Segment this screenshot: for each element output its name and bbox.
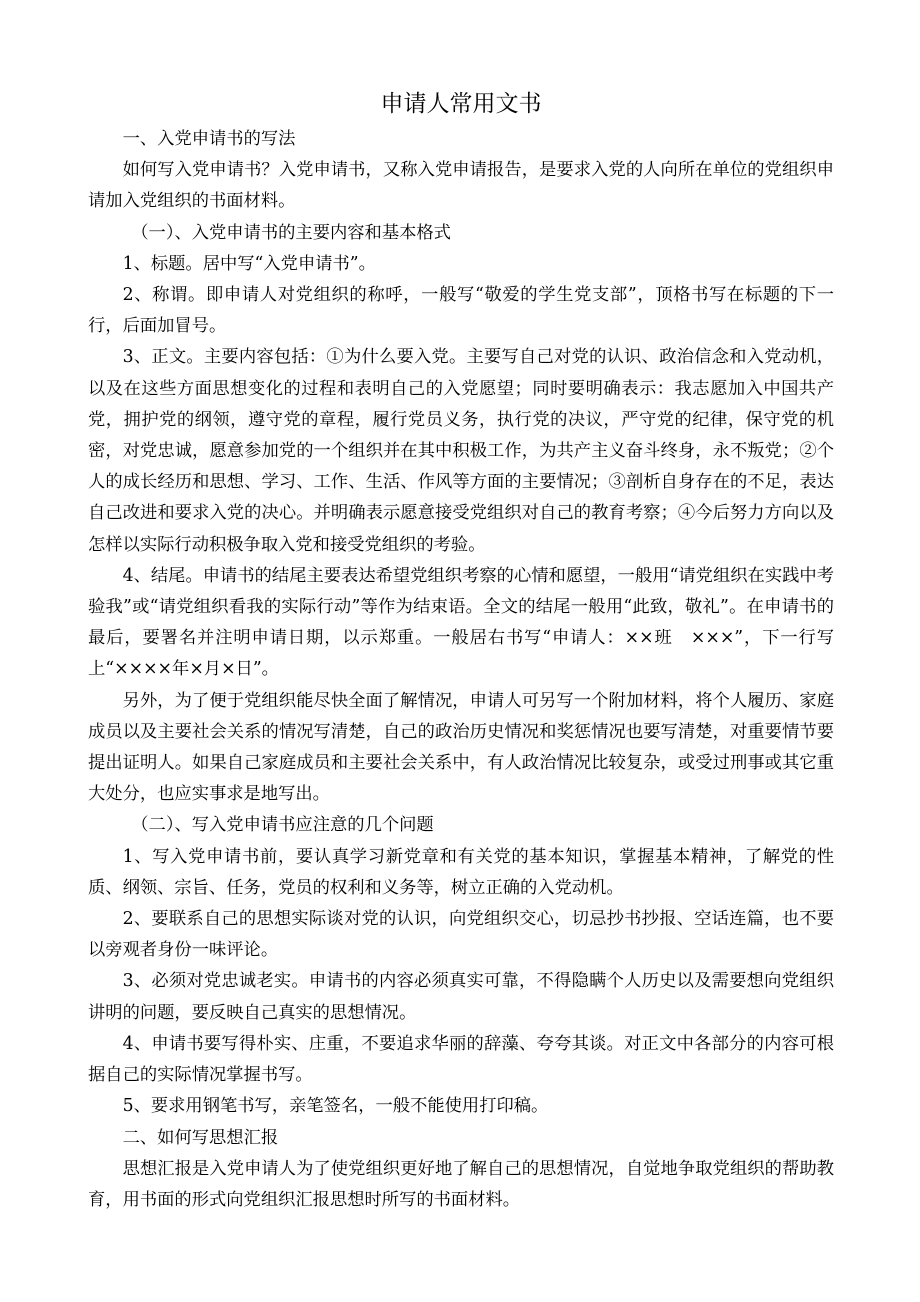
paragraph-thought-report: 思想汇报是入党申请人为了使党组织更好地了解自己的思想情况，自觉地争取党组织的帮助教育，用书面的形式向党组织汇报思想时所写的书面材料。 xyxy=(88,1158,834,1210)
paragraph-note-2: 2、要联系自己的思想实际谈对党的认识，向党组织交心，切忌抄书抄报、空话连篇，也不要以旁观者身份一味评论。 xyxy=(88,909,834,961)
paragraph-note-1: 1、写入党申请书前，要认真学习新党章和有关党的基本知识，掌握基本精神，了解党的性质、纲领、宗旨、任务，党员的权利和义务等，树立正确的入党动机。 xyxy=(88,846,834,898)
paragraph-item-salutation: 2、称谓。即申请人对党组织的称呼，一般写“敬爱的学生党支部”，顶格书写在标题的下一行，后面加冒号。 xyxy=(88,285,834,337)
document-body xyxy=(88,86,834,1216)
paragraph-item-body: 3、正文。主要内容包括：①为什么要入党。主要写自己对党的认识、政治信念和入党动机，以及在这些方面思想变化的过程和表明自己的入党愿望；同时要明确表示：我志愿加入中国共产党，拥护党的纲领，遵守党的章程，履行党员义务，执行党的决议，严守党的纪律，保守党的机密，对党忠诚，愿意参加党的一个组织并在其中积极工作，为共产主义奋斗终身，永不叛党；②个人的成长经历和思想、学习、工作、生活、作风等方面的主要情况；③剖析自身存在的不足，表达自己改进和要求入党的决心。并明确表示愿意接受党组织对自己的教育考察；④今后努力方向以及怎样以实际行动积极争取入党和接受党组织的考验。 xyxy=(88,347,834,555)
section-heading-1: 一、入党申请书的写法 xyxy=(122,129,296,149)
paragraph-additional: 另外，为了便于党组织能尽快全面了解情况，申请人可另写一个附加材料，将个人履历、家庭成员以及主要社会关系的情况写清楚，自己的政治历史情况和奖惩情况也要写清楚，对重要情节要提出证明人。如果自己家庭成员和主要社会关系中，有人政治情况比较复杂，或受过刑事或其它重大处分，也应实事求是地写出。 xyxy=(88,690,834,805)
paragraph-note-4: 4、申请书要写得朴实、庄重，不要追求华丽的辞藻、夸夸其谈。对正文中各部分的内容可根据自己的实际情况掌握书写。 xyxy=(88,1033,834,1086)
paragraph-note-3: 3、必须对党忠诚老实。申请书的内容必须真实可靠，不得隐瞒个人历史以及需要想向党组织讲明的问题，要反映自己真实的思想情况。 xyxy=(88,971,834,1023)
paragraph-item-title: 1、标题。居中写“入党申请书”。 xyxy=(122,253,376,274)
subsection-heading-1: （一）、入党申请书的主要内容和基本格式 xyxy=(131,222,451,243)
section-heading-2: 二、如何写思想汇报 xyxy=(122,1127,279,1148)
subsection-heading-2: （二）、写入党申请书应注意的几个问题 xyxy=(131,815,434,836)
paragraph-item-ending: 4、结尾。申请书的结尾主要表达希望党组织考察的心情和愿望，一般用“请党组织在实践中考验我”或“请党组织看我的实际行动”等作为结束语。全文的结尾一般用“此致，敬礼”。在申请书的最后，要署名并注明申请日期，以示郑重。一般居右书写“申请人：××班 ×××”，下一行写上“××××年×月×日”。 xyxy=(88,565,834,680)
paragraph-note-5: 5、要求用钢笔书写，亲笔签名，一般不能使用打印稿。 xyxy=(122,1096,549,1117)
paragraph-intro: 如何写入党申请书？入党申请书，又称入党申请报告，是要求入党的人向所在单位的党组织申请加入党组织的书面材料。 xyxy=(88,160,834,212)
document-title: 申请人常用文书 xyxy=(380,91,542,117)
